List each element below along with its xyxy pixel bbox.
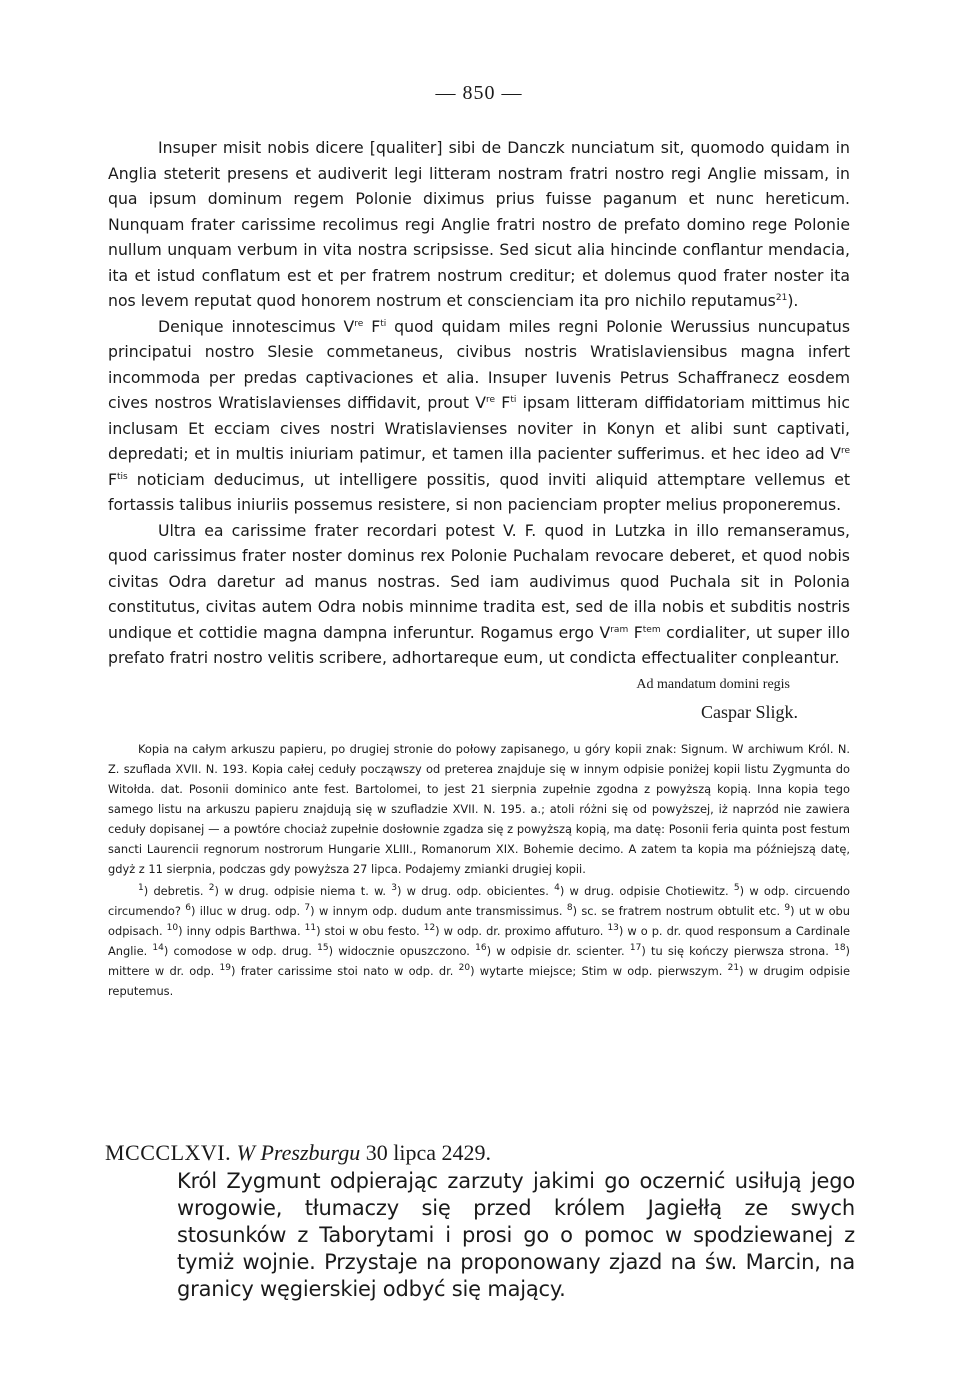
footnote-text: debretis.	[148, 883, 209, 898]
footnote-number: 21	[727, 962, 740, 973]
document-date: 30 lipca 2429.	[365, 1140, 492, 1165]
footnote-text: w odp. circuendo circumendo?	[108, 883, 850, 918]
footnote-text: w drugim odpisie reputemus.	[108, 963, 850, 998]
paragraph-3: Ultra ea carissime frater recordari potest V. F. quod in Lutzka in illo remanseramus, quod carissimus frater noster dominus rex Polonie Puchalam revocare deberet, et quod nobis civitas Odra daretur ad manus nostras. Sed iam audivimus quod Puchala sit in Polonia constitutus, civitas autem Odra nobis minnime tradita est, sed de illa nobis et subditis nostris undique et cottidie magna dampna inferuntur. Rogamus ergo $V^{ram}$ $F^{tem}$ cordialiter, ut super illo prefato fratri nostro velitis scribere, adhortareque eum, ut condicta effectualiter conpleantur.	[108, 520, 850, 667]
footnote-number: 15	[317, 942, 329, 953]
footnote-text: sc. se fratrem nostrum obtulit etc.	[577, 903, 785, 918]
paragraph-1: Insuper misit nobis dicere [qualiter] sibi de Danczk nunciatum sit, quomodo quidam in Anglia steterit presens et audiverit legi litteram nostram fratri nostro regi Anglie missam, in qua ipsum dominum regem Polonie diximus prius fuisse paganum et nunc hereticum. Nunquam frater carissime recolimus regi Anglie fratri nostro de prefato domino rege Polonie nullum unquam verbum in vita nostra scripsisse. Sed sicut alia hincinde conflantur mendacia, ita et istud conflatum est et per fratrem nostrum creditur; et dolemus quod frater noster ita nos levem reputat quod honorem nostrum et conscienciam ita pro nichilo reputamus$^{21}$).	[108, 138, 850, 310]
footnotes-list: $^1$) debretis. $^2$) w drug. odpisie niema t. w. $^3$) w drug. odp. obicientes. $^4$) w drug. odpisie Chotiewitz. $^5$) w odp. circuendo circumendo? $^6$) illuc w drug. odp. $^7$) w innym odp. dudum ante transmissimus. $^8$) sc. se fratrem nostrum obtulit etc. $^9$) ut w obu odpisach. $^{10}$) inny odpis Barthwa. $^{11}$) stoi w obu festo. $^{12}$) w odp. dr. proximo affuturo. $^{13}$) w o p. dr. quod responsum a Cardinale Anglie. $^{14}$) comodose w odp. drug. $^{15}$) widocznie opuszczono. $^{16}$) w odpisie dr. scienter. $^{17}$) tu się kończy pierwsza strona. $^{18}$) mittere w dr. odp. $^{19}$) frater carissime stoi nato w odp. dr. $^{20}$) wytarte miejsce; Stim w odp. pierwszym. $^{21}$) w drugim odpisie reputemus.	[108, 882, 851, 998]
footnote-text: w innym odp. dudum ante transmissimus.	[314, 903, 567, 918]
footnote-text: w drug. odp. obicientes.	[401, 883, 555, 898]
footnote-number: 1	[138, 882, 144, 893]
footnote-number: 10	[166, 922, 179, 933]
footnote-number: 17	[629, 942, 642, 953]
footnote-text: w drug. odpisie niema t. w.	[218, 883, 392, 898]
footnote-text: tu się kończy pierwsza strona.	[645, 943, 835, 958]
footnote-text: w drug. odpisie Chotiewitz.	[564, 883, 734, 898]
footnote-text: illuc w drug. odp.	[195, 903, 305, 918]
footnote-text: comodose w odp. drug.	[168, 943, 318, 958]
page-body	[108, 82, 850, 1001]
footnote-text: frater carissime stoi nato w odp. dr.	[235, 963, 459, 978]
footnote-number: 11	[304, 922, 317, 933]
document-place: W Preszburgu	[236, 1140, 361, 1165]
footnote-text: stoi w obu festo.	[320, 923, 424, 938]
footnote-number: 19	[219, 962, 231, 973]
footnote-number: 6	[185, 902, 191, 913]
footnote-text: inny odpis Barthwa.	[182, 923, 305, 938]
document-title	[105, 1138, 855, 1168]
footnote-number: 13	[607, 922, 619, 933]
footnote-number: 8	[566, 902, 573, 913]
footnote-text: widocznie opuszczono.	[333, 943, 476, 958]
document-heading	[105, 1138, 855, 1303]
footnote-text: ut w obu odpisach.	[108, 903, 851, 938]
footnote-text: wytarte miejsce; Stim w odp. pierwszym.	[474, 963, 728, 978]
footnote-number: 9	[784, 902, 791, 913]
document-summary: Król Zygmunt odpierając zarzuty jakimi go oczernić usiłują jego wrogowie, tłumaczy się przed królem Jagiełłą ze swych stosunków z Taborytami i prosi go o pomoc w spodziewanej z tymiż wojnie. Przystaje na proponowany zjazd na św. Marcin, na granicy węgierskiej odbyć się mający.	[177, 1169, 855, 1301]
signature-name: Caspar Sligk.	[701, 701, 798, 722]
footnote-number: 18	[834, 942, 846, 953]
footnote-text: w odp. dr. proximo affuturo.	[439, 923, 608, 938]
letter-text	[108, 135, 850, 671]
editorial-notes	[108, 739, 850, 1001]
footnote-number: 3	[391, 882, 397, 893]
footnote-text: w odpisie dr. scienter.	[491, 943, 630, 958]
footnote-number: 20	[458, 962, 471, 973]
page-number: — 850 —	[435, 82, 523, 104]
paragraph-2: Denique innotescimus Vre $F^{ti}$ quod quidam miles regni Polonie Werussius nuncupatus principatui nostro Slesie commetaneus, civibus nostris Wratislaviensibus magna infert incommoda per predas captivaciones et alia. Insuper Iuvenis Petrus Schaffranecz eosdem cives nostros Wratislavienses diffidavit, prout Vre $F^{ti}$ ipsam litteram diffidatoriam mittimus hic inclusam Et ecciam cives nostri Wratislavienses noviter in Konyn et alibi sunt captivati, depredati; et in multis iniuriam patimur, et tamen illa pacienter sufferimus. et hec ideo ad Vre $F^{tis}$ noticiam deducimus, ut intelligere possitis, quod inviti aliquid attemptare vellemus et fortassis talibus iniuriis possemus resistere, si non pacienciam propter melius proponeremus.	[108, 316, 850, 514]
footnote-number: 14	[152, 942, 164, 953]
document-number: MCCCLXVI.	[105, 1140, 232, 1165]
footnote-number: 16	[475, 942, 487, 953]
footnote-number: 5	[733, 882, 740, 893]
footnote-ref: 21	[775, 292, 788, 303]
footnote-text: w o p. dr. quod responsum a Cardinale Anglie.	[108, 923, 851, 958]
note-main: Kopia na całym arkuszu papieru, po drugiej stronie do połowy zapisanego, u góry kopii znak: Signum. W archiwum Król. N. Z. szuflada XVII. N. 193. Kopia całej ceduły począwszy od preterea znajduje się w innym odpisie poniżej kopii listu Zygmunta do Witołda. dat. Posonii dominico ante fest. Bartolomei, to jest 21 sierpnia zupełnie zgodna z powyższą kopią. Inna kopia tego samego listu na arkuszu papieru znajdują się w szufladzie XVII. N. 195. a.; atoli różni się od powyższej, iż naprzód nie zawiera ceduły dopisanej — a powtóre chociaż zupełnie dosłownie zgadza się z powyższą kopią, ma datę: Posonii feria quinta post festum sancti Laurencii regnorum nostrorum Hungarie XLIII., Romanorum XIX. Bohemie decimo. A zatem ta kopia ma późniejszą datę, gdyż z 11 sierpnia, podczas gdy powyższa 27 lipca. Podajemy zmianki drugiej kopii.	[108, 741, 850, 876]
footnote-number: 12	[423, 922, 436, 933]
signature-mandate: Ad mandatum domini regis	[636, 676, 790, 692]
footnote-number: 4	[554, 882, 560, 893]
footnote-number: 2	[208, 882, 215, 893]
footnote-text: mittere w dr. odp.	[108, 963, 220, 978]
footnote-number: 7	[304, 902, 311, 913]
